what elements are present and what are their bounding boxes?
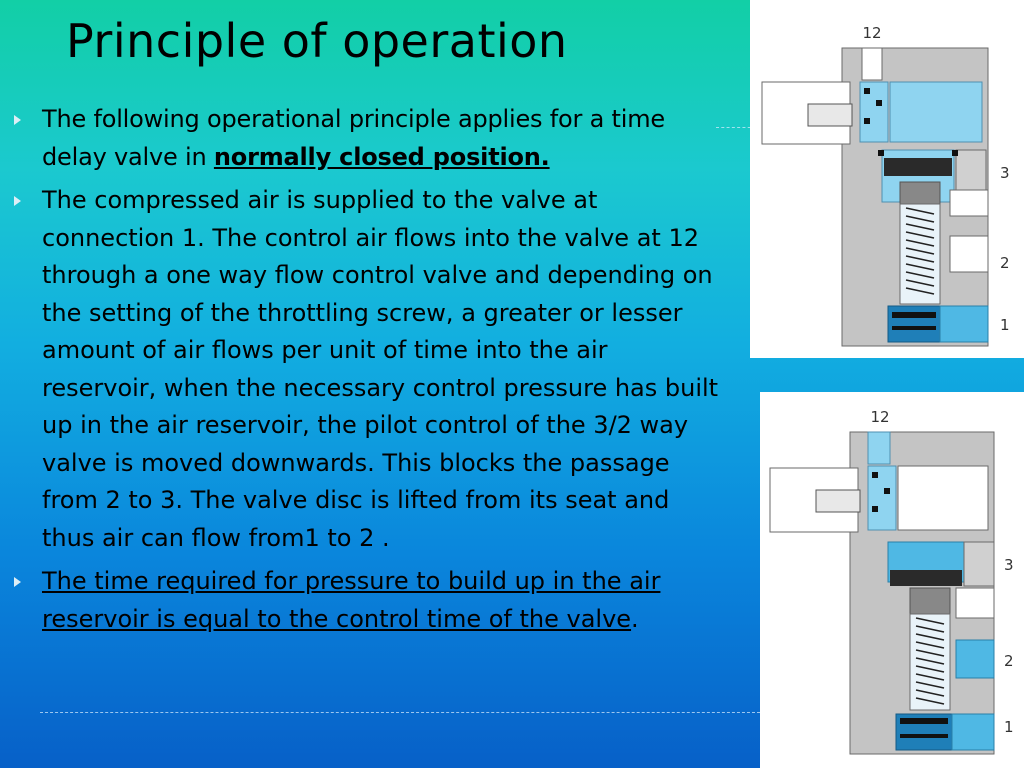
bullet-text: The compressed air is supplied to the valve at connection 1. The control air flows into the valve at 12 through a one way flow control valve and depending on the setting of the throttling screw, a greater or lesser amount of air flows per unit of time into the air reservoir, when the necessary control pressure has built up in the air reservoir, the pilot control of the 3/2 way valve is moved downwards. This blocks the passage from 2 to 3. The valve disc is lifted from its seat and thus air can flow from1 to 2 . xyxy=(42,186,719,552)
port-label-12: 12 xyxy=(870,408,890,426)
air-reservoir xyxy=(898,466,988,530)
bullet-item xyxy=(14,563,726,638)
divider-line xyxy=(40,712,760,713)
bullet-arrow-icon xyxy=(14,577,21,587)
valve-stem xyxy=(900,182,940,204)
valve-stem xyxy=(910,588,950,614)
bullet-arrow-icon xyxy=(14,115,21,125)
throttling-screw xyxy=(816,490,860,512)
port-1-channel xyxy=(940,306,988,342)
port-label-3: 3 xyxy=(1004,556,1014,574)
valve-diagram-closed xyxy=(750,0,1024,358)
bullet-item xyxy=(14,101,726,176)
underlined-text: The time required for pressure to build up in the air reservoir is equal to the control time of the valve xyxy=(42,567,661,633)
port-label-1: 1 xyxy=(1004,718,1014,736)
port-label-2: 2 xyxy=(1000,254,1010,272)
bullet-list xyxy=(14,101,726,644)
bullet-arrow-icon xyxy=(14,196,21,206)
port-2-channel xyxy=(956,640,994,678)
valve-schematic xyxy=(760,392,1024,768)
inlet-channel xyxy=(862,48,882,80)
bullet-item xyxy=(14,182,726,557)
port-1-channel xyxy=(952,714,994,750)
port-3-channel xyxy=(956,588,994,618)
slide-title: Principle of operation xyxy=(66,14,568,68)
port-3-channel xyxy=(950,190,988,216)
bullet-suffix: . xyxy=(631,604,639,633)
inlet-channel xyxy=(868,432,890,464)
bullet-text: The following operational principle applies for a time delay valve in xyxy=(42,105,665,171)
piston-disc xyxy=(884,158,952,176)
port-label-2: 2 xyxy=(1004,652,1014,670)
valve-diagram-open xyxy=(760,392,1024,768)
throttling-screw xyxy=(808,104,852,126)
port-label-3: 3 xyxy=(1000,164,1010,182)
port-label-1: 1 xyxy=(1000,316,1010,334)
air-reservoir xyxy=(890,82,982,142)
valve-seat xyxy=(888,306,940,342)
port-label-12: 12 xyxy=(862,24,882,42)
valve-schematic xyxy=(750,0,1024,358)
port-2-channel xyxy=(950,236,988,272)
emphasis-text: normally closed position. xyxy=(213,142,550,171)
piston-disc xyxy=(890,570,962,586)
